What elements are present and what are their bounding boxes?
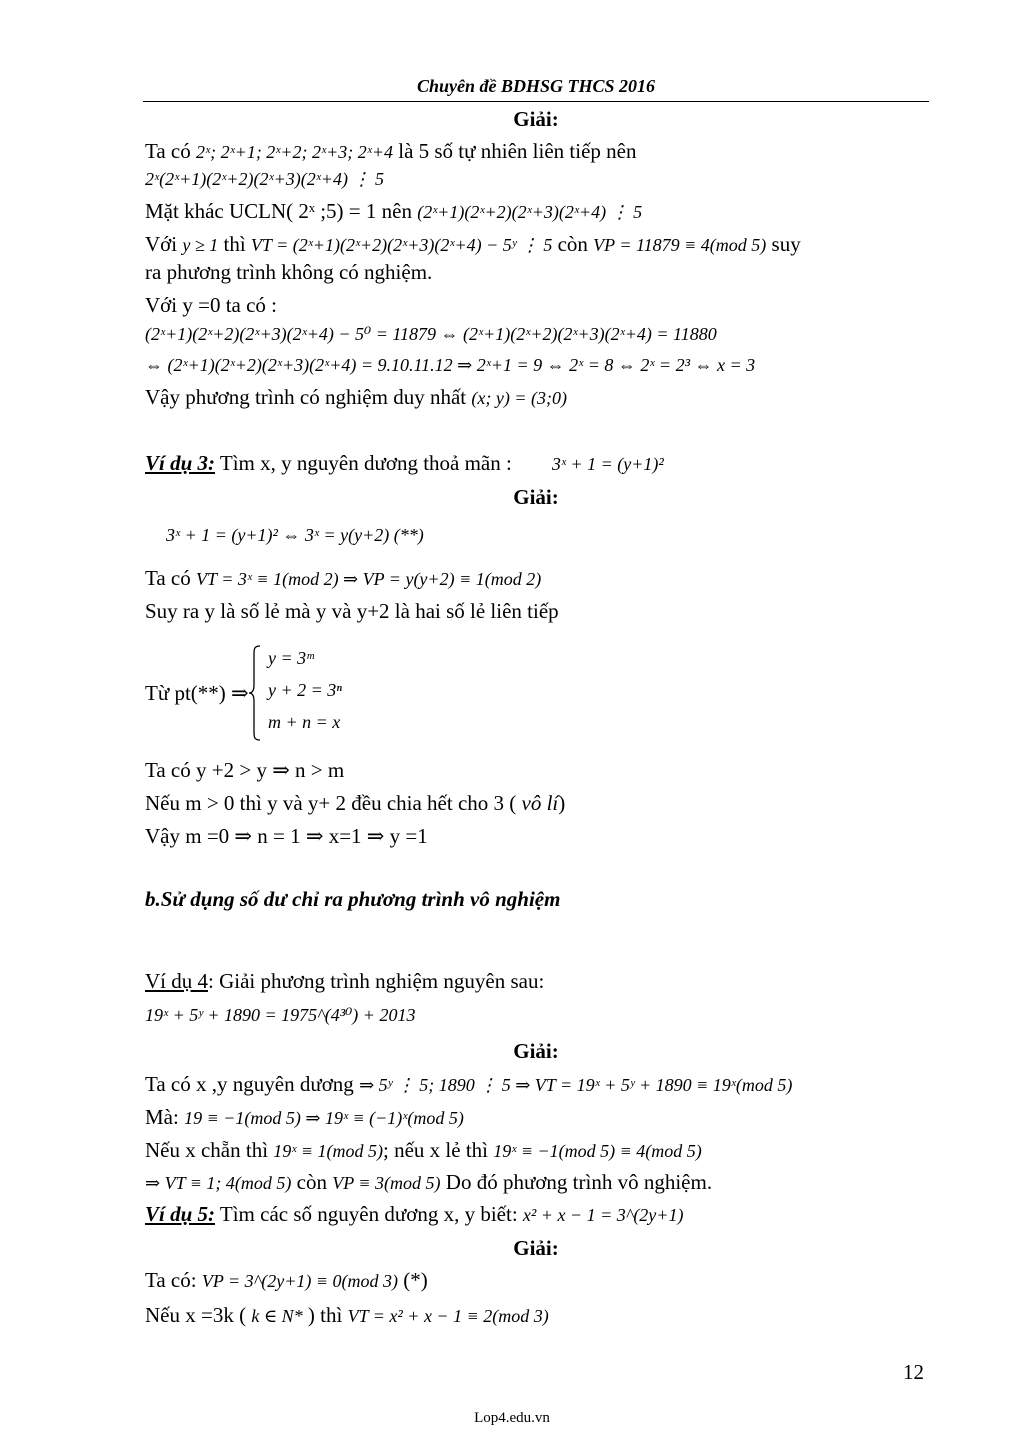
- text-line: ra phương trình không có nghiệm.: [145, 260, 433, 284]
- solution-heading: Giải:: [513, 107, 559, 131]
- example-label: Ví dụ 5:: [145, 1202, 216, 1226]
- system-equation: m + n = x: [268, 712, 341, 732]
- text-line: Mà: 19 ≡ −1(mod 5) ⇒ 19ˣ ≡ (−1)ˣ(mod 5): [145, 1105, 464, 1129]
- page-footer: Lop4.edu.vn: [474, 1410, 550, 1426]
- system-equation: y = 3ᵐ: [268, 648, 314, 668]
- math-expression: 2ˣ; 2ˣ+1; 2ˣ+2; 2ˣ+3; 2ˣ+4: [196, 142, 393, 162]
- math-expression: ⇒ 5ʸ ⋮ 5; 1890 ⋮ 5 ⇒ VT = 19ˣ + 5ʸ + 1890 ≡ 19ˣ(mod 5): [359, 1075, 793, 1095]
- text-line: Ta có y +2 > y ⇒ n > m: [145, 758, 345, 782]
- text-line: Nếu x chẵn thì 19ˣ ≡ 1(mod 5); nếu x lẻ thì 19ˣ ≡ −1(mod 5) ≡ 4(mod 5): [145, 1138, 702, 1162]
- header-rule: [143, 101, 929, 102]
- text-line: Vậy m =0 ⇒ n = 1 ⇒ x=1 ⇒ y =1: [145, 824, 428, 848]
- text-line: Từ pt(**) ⇒: [145, 681, 249, 705]
- text-line: [145, 351, 755, 378]
- math-expression: VT = 3ˣ ≡ 1(mod 2) ⇒ VP = y(y+2) ≡ 1(mod 2): [196, 569, 542, 589]
- text-line: Suy ra y là số lẻ mà y và y+2 là hai số lẻ liên tiếp: [145, 599, 559, 623]
- text-line: [145, 320, 717, 347]
- math-expression: 19ˣ + 5ʸ + 1890 = 1975^(4³⁰) + 2013: [145, 1005, 416, 1025]
- text-line: Ta có 2ˣ; 2ˣ+1; 2ˣ+2; 2ˣ+3; 2ˣ+4 là 5 số tự nhiên liên tiếp nên: [145, 139, 637, 163]
- text-line: Với y =0 ta có :: [145, 293, 278, 317]
- text-line: Ta có: VP = 3^(2y+1) ≡ 0(mod 3) (*): [145, 1268, 428, 1292]
- solution-heading: Giải:: [513, 485, 559, 509]
- section-heading: b.Sử dụng số dư chỉ ra phương trình vô nghiệm: [145, 887, 561, 911]
- text-line: Ví dụ 5: Tìm các số nguyên dương x, y biết: x² + x − 1 = 3^(2y+1): [145, 1202, 684, 1226]
- text-line: Với y ≥ 1 thì VT = (2ˣ+1)(2ˣ+2)(2ˣ+3)(2ˣ+4) − 5ʸ ⋮ 5 còn VP = 11879 ≡ 4(mod 5) suy: [145, 232, 801, 256]
- text-line: [145, 165, 384, 192]
- text-line: Vậy phương trình có nghiệm duy nhất (x; y) = (3;0): [145, 385, 567, 409]
- text-line: Mặt khác UCLN( 2ˣ ;5) = 1 nên (2ˣ+1)(2ˣ+2)(2ˣ+3)(2ˣ+4) ⋮ 5: [145, 199, 643, 223]
- page-header: Chuyên đề BDHSG THCS 2016: [416, 76, 656, 96]
- math-expression: (2ˣ+1)(2ˣ+2)(2ˣ+3)(2ˣ+4) ⋮ 5: [417, 202, 643, 222]
- math-expression: 3ˣ + 1 = (y+1)² ⇔ 3ˣ = y(y+2) (**): [166, 525, 424, 545]
- page-number: 12: [903, 1360, 924, 1384]
- text-line: Nếu m > 0 thì y và y+ 2 đều chia hết cho 3 ( vô lí): [145, 791, 566, 815]
- example-label: Ví dụ 3:: [145, 451, 216, 475]
- math-expression: 2ˣ(2ˣ+1)(2ˣ+2)(2ˣ+3)(2ˣ+4) ⋮ 5: [145, 169, 384, 189]
- text-line: ⇒ VT ≡ 1; 4(mod 5) còn VP ≡ 3(mod 5) Do đó phương trình vô nghiệm.: [145, 1170, 713, 1194]
- solution-heading: Giải:: [513, 1039, 559, 1063]
- text-line: [145, 1001, 415, 1028]
- text-line: Ví dụ 4: Giải phương trình nghiệm nguyên sau:: [145, 969, 545, 993]
- solution-heading: Giải:: [513, 1236, 559, 1260]
- math-expression: (2ˣ+1)(2ˣ+2)(2ˣ+3)(2ˣ+4) − 5⁰ = 11879 ⇔ (2ˣ+1)(2ˣ+2)(2ˣ+3)(2ˣ+4) = 11880: [145, 324, 717, 344]
- text-line: Nếu x =3k ( k ∈ N* ) thì VT = x² + x − 1 ≡ 2(mod 3): [145, 1303, 549, 1327]
- example-label: Ví dụ 4: [145, 969, 208, 993]
- left-brace-icon: [248, 645, 262, 741]
- text-line: Ta có VT = 3ˣ ≡ 1(mod 2) ⇒ VP = y(y+2) ≡ 1(mod 2): [145, 566, 542, 590]
- math-expression: ⇔ (2ˣ+1)(2ˣ+2)(2ˣ+3)(2ˣ+4) = 9.10.11.12 ⇒ 2ˣ+1 = 9 ⇔ 2ˣ = 8 ⇔ 2ˣ = 2³ ⇔ x = 3: [145, 355, 756, 375]
- system-equation: y + 2 = 3ⁿ: [268, 680, 342, 700]
- text-line: [166, 521, 424, 548]
- text-line: Ta có x ,y nguyên dương ⇒ 5ʸ ⋮ 5; 1890 ⋮ 5 ⇒ VT = 19ˣ + 5ʸ + 1890 ≡ 19ˣ(mod 5): [145, 1072, 793, 1096]
- text-line: Ví dụ 3: Tìm x, y nguyên dương thoả mãn : 3ˣ + 1 = (y+1)²: [145, 451, 664, 475]
